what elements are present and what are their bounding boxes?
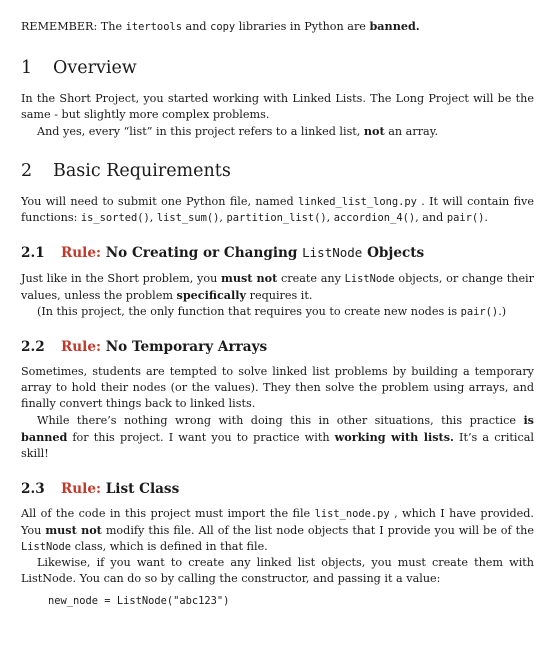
s2-sep-3: , bbox=[326, 211, 334, 224]
section-2-2-paragraph-1: Sometimes, students are tempted to solve linked list problems by building a temporary array to hold their nodes (or the values). They then solve the problem using arrays, and finally convert things back to linked lists. bbox=[21, 365, 534, 410]
s2-text-b: . It will contain five functions: bbox=[21, 195, 534, 224]
s21-p1-a: Just like in the Short problem, you bbox=[21, 272, 222, 285]
section-2-heading bbox=[21, 160, 534, 182]
s2-sep-2: , bbox=[219, 211, 227, 224]
s21-p1-c: objects, or change their values, unless the problem bbox=[21, 272, 534, 302]
section-1-heading bbox=[21, 57, 534, 79]
section-1-paragraph-1: In the Short Project, you started working with Linked Lists. The Long Project will be the same - but slightly more complex problems. bbox=[21, 92, 534, 121]
s22-p2-c: It’s a critical skill! bbox=[21, 431, 534, 460]
section-2-1-heading bbox=[21, 244, 534, 262]
s22-p2-bold: is banned bbox=[21, 413, 534, 444]
section-2-2-rule-label: Rule: bbox=[61, 339, 102, 355]
reminder-code-itertools: itertools bbox=[125, 21, 182, 33]
s2-func-accordion-4: accordion_4() bbox=[333, 212, 416, 224]
s2-file-name: linked_list_long.py bbox=[298, 196, 417, 208]
s21-p2-code: pair() bbox=[460, 306, 499, 318]
s2-sep-1: , bbox=[149, 211, 157, 224]
section-2-3-title: List Class bbox=[101, 481, 180, 497]
s21-p1-bold2: specifically bbox=[176, 288, 247, 302]
s1-p2-text-a: And yes, every “list” in this project refers to a linked list, bbox=[37, 125, 364, 138]
reminder-line bbox=[21, 18, 534, 35]
s2-func-is-sorted: is_sorted() bbox=[80, 212, 150, 224]
code-example: new_node = ListNode("abc123") bbox=[48, 595, 230, 607]
s21-p1-bold: must not bbox=[221, 271, 278, 285]
reminder-code-copy: copy bbox=[210, 21, 236, 33]
s2-func-list-sum: list_sum() bbox=[156, 212, 220, 224]
s2-and: , and bbox=[415, 211, 447, 224]
s23-p1-code: list_node.py bbox=[314, 508, 390, 520]
s21-p1-b: create any bbox=[277, 272, 345, 285]
s22-p2-a: While there’s nothing wrong with doing this in other situations, this practice bbox=[37, 414, 524, 427]
s2-func-partition-list: partition_list() bbox=[226, 212, 327, 224]
section-2-number: 2 bbox=[21, 161, 33, 181]
s23-p1-bold: must not bbox=[45, 523, 102, 537]
section-1-paragraph-2 bbox=[21, 123, 534, 140]
section-2-2-paragraph-2 bbox=[21, 412, 534, 462]
section-2-3-rule-label: Rule: bbox=[61, 481, 102, 497]
section-1-title: Overview bbox=[53, 58, 137, 78]
s23-p1-c: modify this file. All of the list node objects that I provide you will be of the bbox=[101, 524, 534, 537]
s23-p1-d: class, which is defined in that file. bbox=[71, 540, 268, 553]
s23-p1-a: All of the code in this project must import the file bbox=[21, 507, 315, 520]
section-2-3-number: 2.3 bbox=[21, 481, 45, 497]
s21-p1-code: ListNode bbox=[344, 273, 395, 285]
section-1-number: 1 bbox=[21, 58, 33, 78]
s2-func-pair: pair() bbox=[446, 212, 485, 224]
s2-end: . bbox=[484, 211, 488, 224]
reminder-mid: and bbox=[181, 20, 211, 33]
s2-text-a: You will need to submit one Python file, named bbox=[21, 195, 299, 208]
section-2-1-number: 2.1 bbox=[21, 245, 45, 261]
s22-p2-b: for this project. I want you to practice with bbox=[67, 431, 335, 444]
section-2-1-rule-label: Rule: bbox=[61, 245, 102, 261]
s23-p1-b: , which I have provided. You bbox=[21, 507, 534, 537]
reminder-mid2: libraries in Python are bbox=[235, 20, 370, 33]
s22-p2-bold2: working with lists. bbox=[334, 430, 454, 444]
section-2-1-title-b: Objects bbox=[362, 245, 425, 261]
s1-p2-bold: not bbox=[363, 124, 385, 138]
s21-p2-a: (In this project, the only function that requires you to create new nodes is bbox=[37, 305, 461, 318]
s21-p2-b: .) bbox=[498, 305, 507, 318]
section-2-1-title-code: ListNode bbox=[302, 245, 363, 260]
section-2-3-heading bbox=[21, 480, 534, 498]
section-2-2-number: 2.2 bbox=[21, 339, 45, 355]
section-2-2-heading bbox=[21, 338, 534, 356]
reminder-banned: banned. bbox=[369, 19, 420, 33]
section-2-1-paragraph-2 bbox=[21, 304, 534, 320]
section-2-title: Basic Requirements bbox=[53, 161, 231, 181]
section-2-paragraph-1 bbox=[21, 194, 534, 226]
section-2-3-paragraph-1 bbox=[21, 506, 534, 555]
reminder-prefix: REMEMBER: The bbox=[21, 20, 126, 33]
section-2-2-title: No Temporary Arrays bbox=[101, 339, 268, 355]
section-2-1-paragraph-1 bbox=[21, 270, 534, 304]
section-2-1-title-a: No Creating or Changing bbox=[101, 245, 303, 261]
s23-p1-code2: ListNode bbox=[21, 541, 72, 553]
s1-p2-text-b: an array. bbox=[384, 125, 439, 138]
s21-p1-d: requires it. bbox=[246, 289, 313, 302]
section-2-3-paragraph-2: Likewise, if you want to create any linked list objects, you must create them with ListNode. You can do so by calling the constructor, and passing it a value: bbox=[21, 556, 534, 585]
